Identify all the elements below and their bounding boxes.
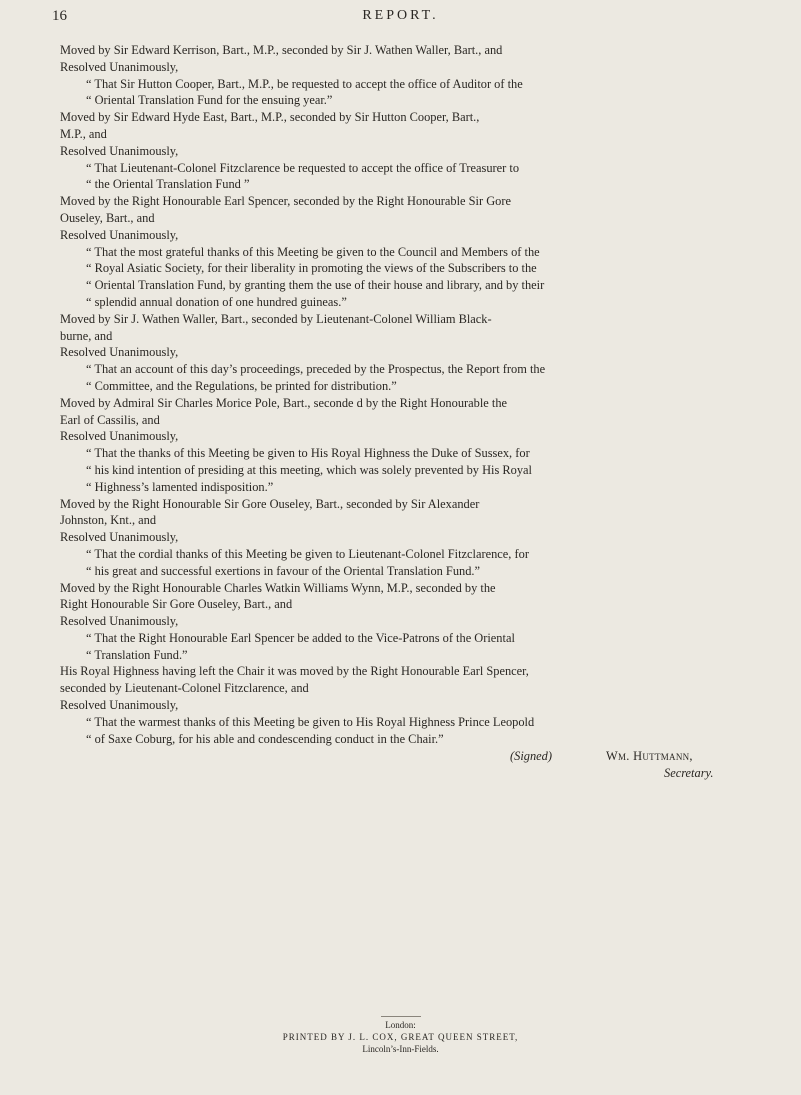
signed-label: (Signed) [510,749,552,764]
resolution-quote-line: “ splendid annual donation of one hundred guineas.” [86,294,347,309]
signatory-title: Secretary. [664,766,714,781]
resolution-quote-line: “ That an account of this day’s proceedings, preceded by the Prospectus, the Report from the [86,362,546,377]
resolution-quote-line: “ his great and successful exertions in favour of the Oriental Translation Fund.” [86,563,481,578]
signature-line [60,748,754,765]
motion-line: burne, and [60,328,113,343]
resolution-quote-line: “ That the thanks of this Meeting be given to His Royal Highness the Duke of Sussex, for [86,446,530,461]
resolution-quote-line: “ That the cordial thanks of this Meeting be given to Lieutenant-Colonel Fitzclarence, for [86,546,529,561]
running-title: REPORT. [362,8,439,23]
resolution-quote-line: “ Highness’s lamented indisposition.” [86,479,274,494]
motion-line: M.P., and [60,126,107,141]
motion-line: Resolved Unanimously, [60,530,179,545]
resolution-quote-line: “ the Oriental Translation Fund ” [86,177,250,192]
resolution-quote-line: “ That Lieutenant-Colonel Fitzclarence be requested to accept the office of Treasurer to [86,160,520,175]
motion-line: Resolved Unanimously, [60,143,179,158]
motion-line: Moved by Sir J. Wathen Waller, Bart., seconded by Lieutenant-Colonel William Black- [60,311,492,326]
resolution-quote-line: “ Committee, and the Regulations, be printed for distribution.” [86,378,397,393]
motion-line: Resolved Unanimously, [60,698,179,713]
motion-line: Johnston, Knt., and [60,513,157,528]
imprint-rule [381,1016,421,1017]
motion-line: Resolved Unanimously, [60,614,179,629]
motion-line: Resolved Unanimously, [60,59,179,74]
motion-line: Moved by Sir Edward Hyde East, Bart., M.P., seconded by Sir Hutton Cooper, Bart., [60,110,480,125]
resolution-quote-line: “ That Sir Hutton Cooper, Bart., M.P., be requested to accept the office of Auditor of the [86,76,523,91]
resolution-quote-line: “ Royal Asiatic Society, for their liberality in promoting the views of the Subscribers to the [86,261,537,276]
resolutions-body [60,42,754,782]
motion-line: Moved by the Right Honourable Charles Watkin Williams Wynn, M.P., seconded by the [60,580,496,595]
motion-line: Right Honourable Sir Gore Ouseley, Bart., and [60,597,293,612]
printer-imprint [0,1016,801,1055]
imprint-place: Lincoln’s-Inn-Fields. [362,1044,439,1054]
motion-line: Resolved Unanimously, [60,429,179,444]
resolution-quote-line: “ That the Right Honourable Earl Spencer be added to the Vice-Patrons of the Oriental [86,630,515,645]
motion-line: His Royal Highness having left the Chair it was moved by the Right Honourable Earl Spencer, [60,664,529,679]
resolution-quote-line: “ of Saxe Coburg, for his able and condescending conduct in the Chair.” [86,731,444,746]
motion-line: Earl of Cassilis, and [60,412,160,427]
motion-line: Resolved Unanimously, [60,345,179,360]
resolution-quote-line: “ his kind intention of presiding at this meeting, which was solely prevented by His Royal [86,462,532,477]
page-number: 16 [52,8,67,24]
resolution-quote-line: “ That the most grateful thanks of this Meeting be given to the Council and Members of the [86,244,540,259]
resolution-quote-line: “ That the warmest thanks of this Meeting be given to His Royal Highness Prince Leopold [86,714,535,729]
resolution-quote-line: “ Oriental Translation Fund, by granting them the use of their house and library, and by their [86,278,545,293]
motion-line: Moved by the Right Honourable Sir Gore Ouseley, Bart., seconded by Sir Alexander [60,496,480,511]
motion-line: Ouseley, Bart., and [60,210,155,225]
page-header [52,8,749,28]
motion-line: seconded by Lieutenant-Colonel Fitzclarence, and [60,681,309,696]
motion-line: Moved by Sir Edward Kerrison, Bart., M.P., seconded by Sir J. Wathen Waller, Bart., and [60,43,503,57]
motion-line: Moved by Admiral Sir Charles Morice Pole, Bart., seconde d by the Right Honourable the [60,395,508,410]
imprint-printer: PRINTED BY J. L. COX, GREAT QUEEN STREET, [282,1032,519,1042]
resolution-quote-line: “ Translation Fund.” [86,647,188,662]
motion-line: Resolved Unanimously, [60,227,179,242]
signature-block [60,748,754,782]
signatory-name: Wm. Huttmann, [606,749,693,764]
imprint-city: London: [385,1020,416,1030]
resolution-quote-line: “ Oriental Translation Fund for the ensuing year.” [86,93,333,108]
motion-line: Moved by the Right Honourable Earl Spencer, seconded by the Right Honourable Sir Gore [60,194,511,209]
